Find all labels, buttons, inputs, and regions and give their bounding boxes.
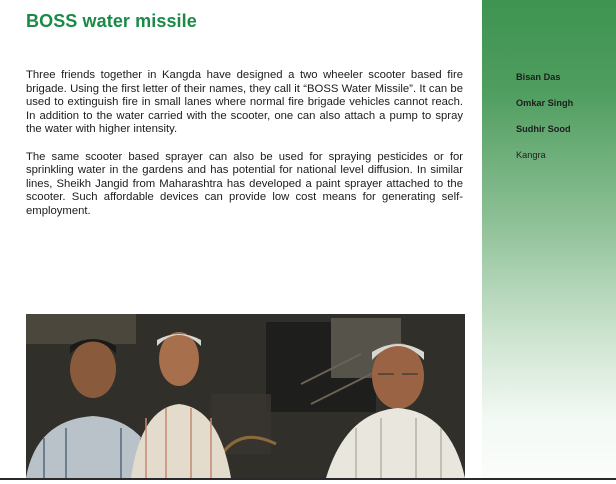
- inventor-name: Omkar Singh: [516, 98, 574, 108]
- article-body: [26, 69, 463, 232]
- paragraph: The same scooter based sprayer can also be used for spraying pesticides or for sprinkling water in the gardens and has potential for national level diffusion. In similar lines, Sheikh Jangid from Maharashtra has developed a paint sprayer attached to the scooter. Such affordable devices can provide low cost means for generating self-employment.: [26, 150, 463, 217]
- inventor-location: Kangra: [516, 150, 546, 160]
- photo-illustration: [26, 314, 465, 478]
- inventor-name: Bisan Das: [516, 72, 561, 82]
- inventor-name: Sudhir Sood: [516, 124, 571, 134]
- page-title: BOSS water missile: [26, 11, 197, 31]
- bottom-rule: [0, 478, 616, 480]
- paragraph: Three friends together in Kangda have designed a two wheeler scooter based fire brigade. Using the first letter of their names, they call it “BOSS Water Missile”. It can be used to extinguish fire in small lanes where normal fire brigade vehicles cannot reach. In addition to the water carried with the scooter, one can also attach a pump to spray the water with higher intensity.: [26, 69, 463, 136]
- inventor-list: [516, 72, 573, 160]
- inventors-photo: [26, 314, 465, 478]
